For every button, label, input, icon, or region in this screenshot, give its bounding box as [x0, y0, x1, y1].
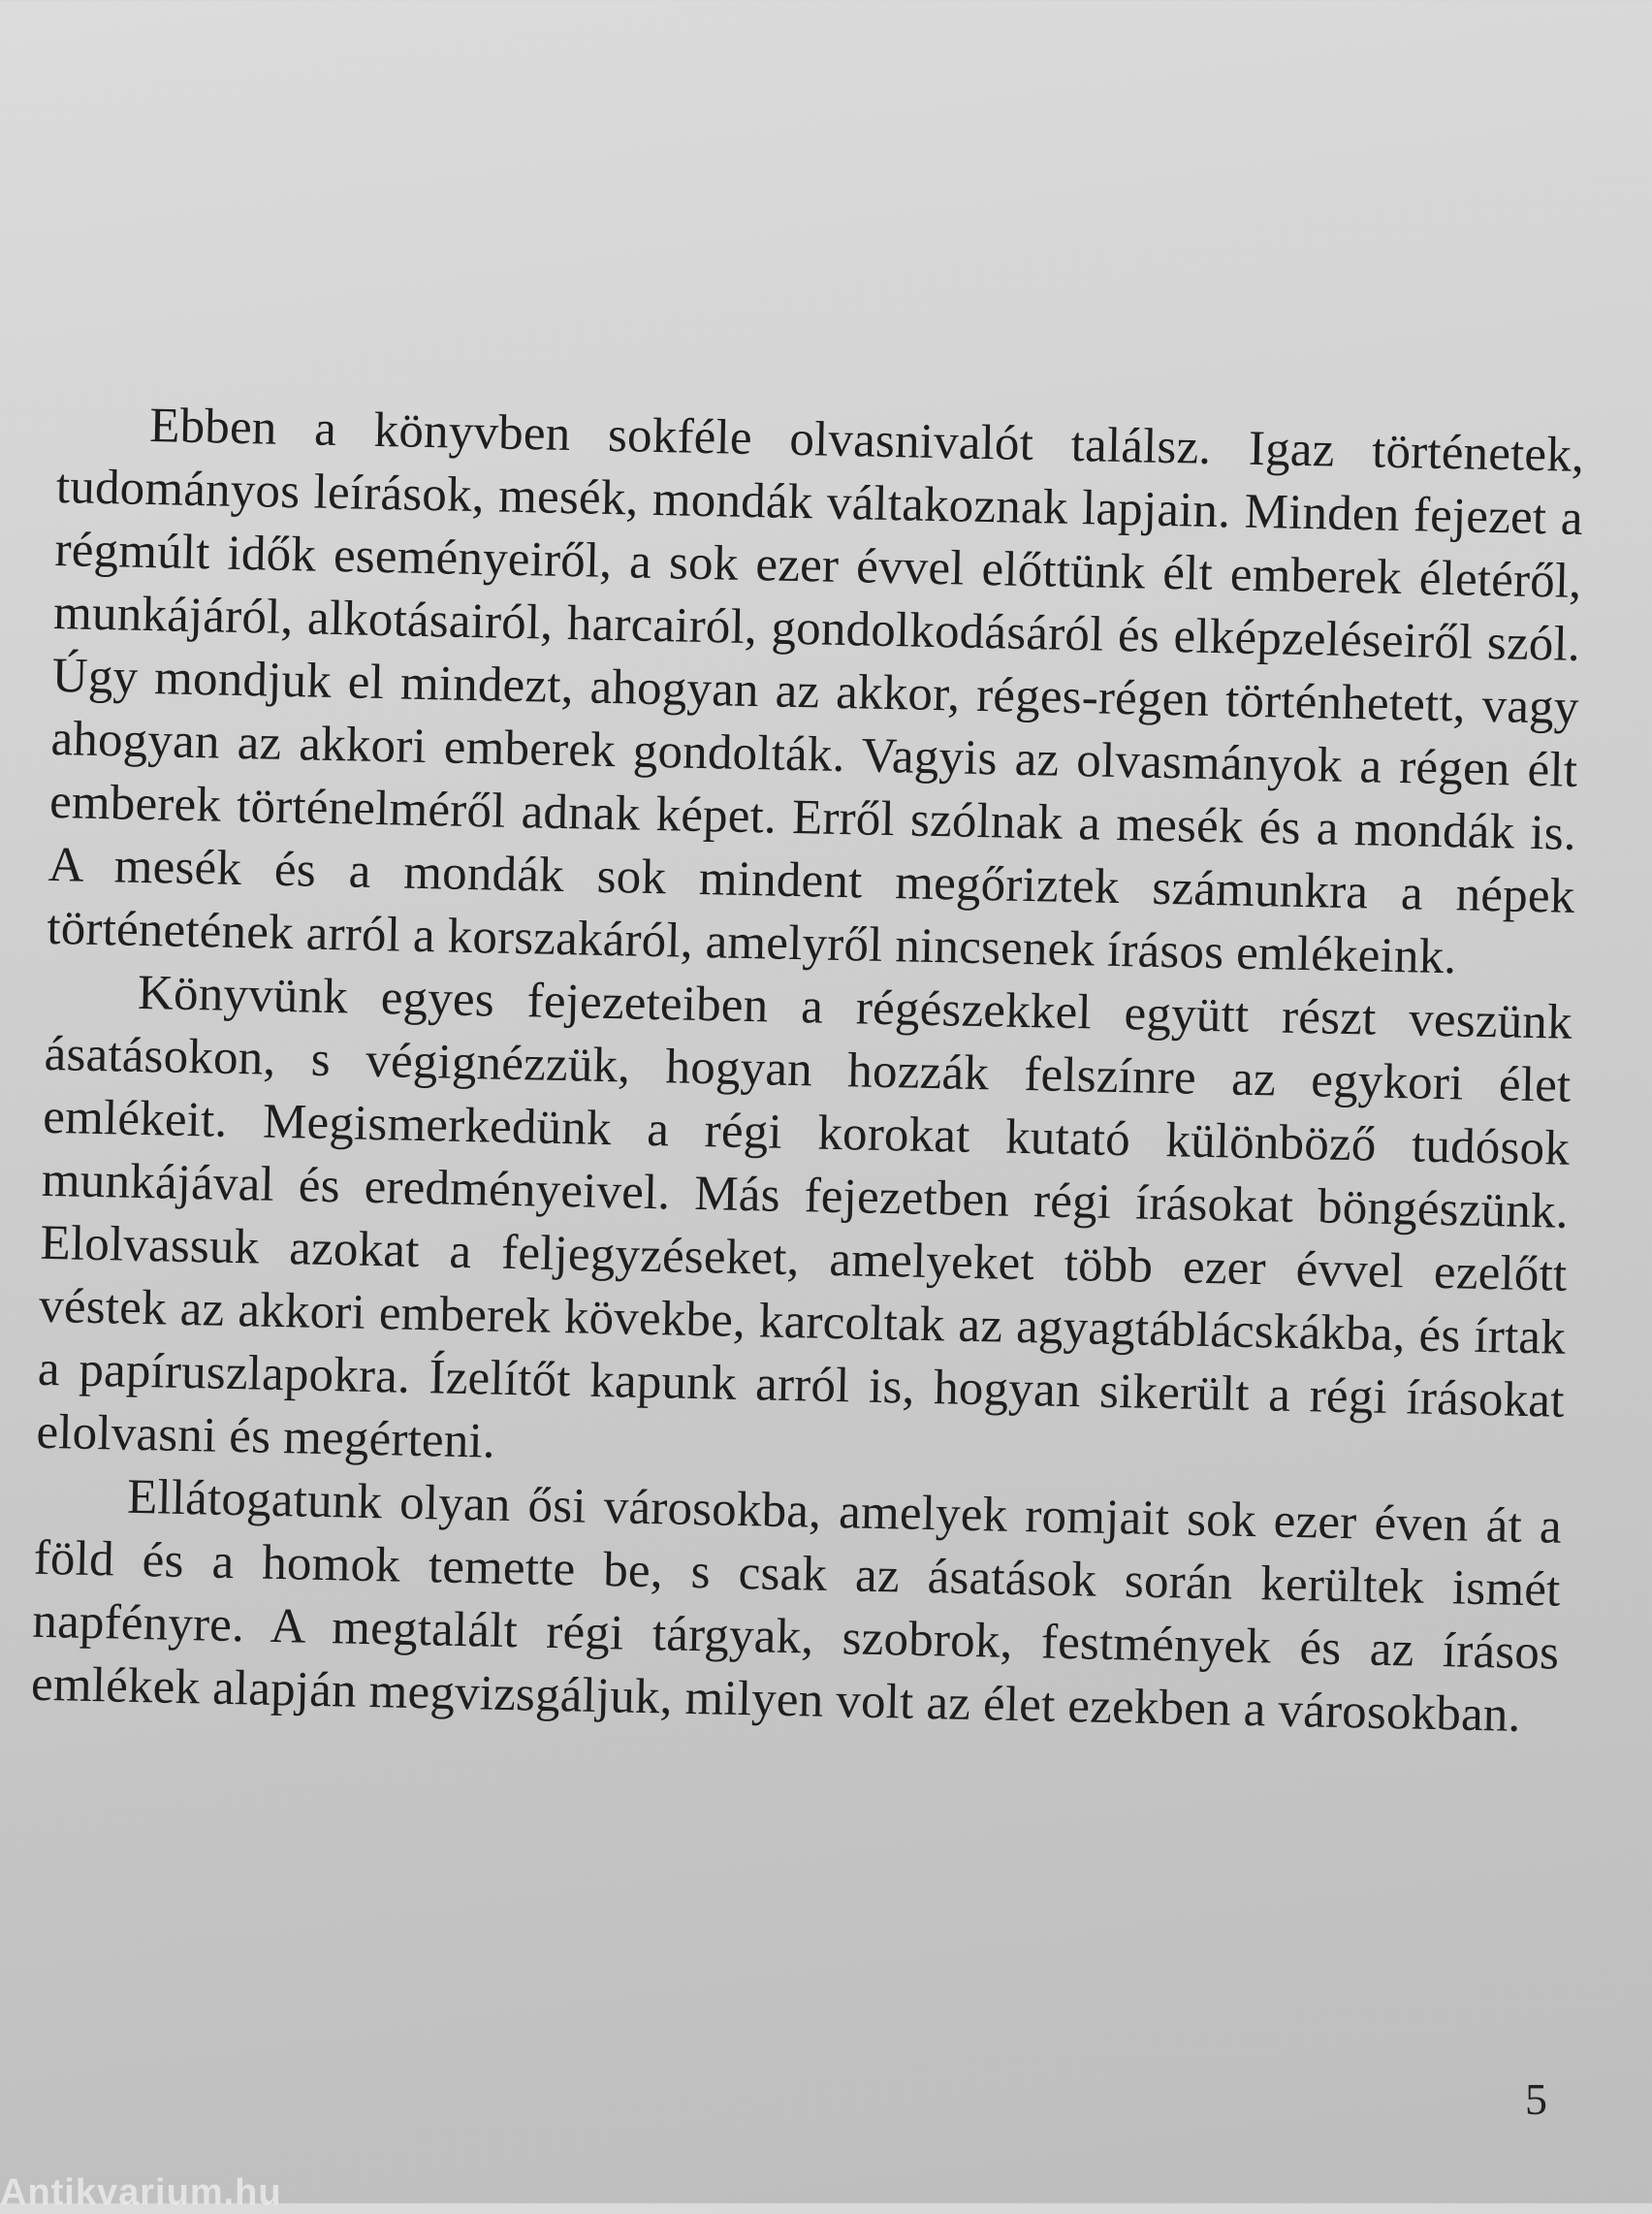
- body-text: [30, 393, 1584, 1749]
- page-number: 5: [1525, 2074, 1547, 2124]
- watermark: Antikvarium.hu: [0, 2172, 282, 2213]
- paragraph-1: Ebben a könyvben sokféle olvasnivalót találsz. Igaz történetek, tudományos leírások, mesék, mondák váltakoznak lapjain. Minden fejezet a régmúlt idők eseményeiről, a sok ezer évvel előttünk élt emberek életéről, munkájáról, alkotásairól, harcairól, gondolkodásáról és elképzeléseiről szól. Úgy mondjuk el mindezt, ahogyan az akkor, réges-régen történhetett, vagy ahogyan az akkori emberek gondolták. Vagyis az olvasmányok a régen élt emberek történelméről adnak képet. Erről szólnak a mesék és a mondák is. A mesék és a mondák sok mindent megőriztek számunkra a népek történetének arról a korszakáról, amelyről nincsenek írásos emlékeink.: [46, 398, 1585, 985]
- paragraph-3: Ellátogatunk olyan ősi városokba, amelyek romjait sok ezer éven át a föld és a homok temette be, s csak az ásatások során kerültek ismét napfényre. A megtalált régi tárgyak, szobrok, festmények és az írásos emlékek alapján megvizsgáljuk, milyen volt az élet ezekben a városokban.: [30, 1469, 1563, 1743]
- paragraph-2: Könyvünk egyes fejezeteiben a régészekkel együtt részt veszünk ásatásokon, s végignézzük, hogyan hozzák felszínre az egykori élet emlékeit. Megismerkedünk a régi korokat kutató különböző tudósok munkájával és eredményeivel. Más fejezetben régi írásokat böngészünk. Elolvassuk azokat a feljegyzéseket, amelyeket több ezer évvel ezelőtt véstek az akkori emberek kövekbe, karcoltak az agyagtáblácskákba, és írtak a papíruszlapokra. Ízelítőt kapunk arról is, hogyan sikerült a régi írásokat elolvasni és megérteni.: [35, 965, 1573, 1469]
